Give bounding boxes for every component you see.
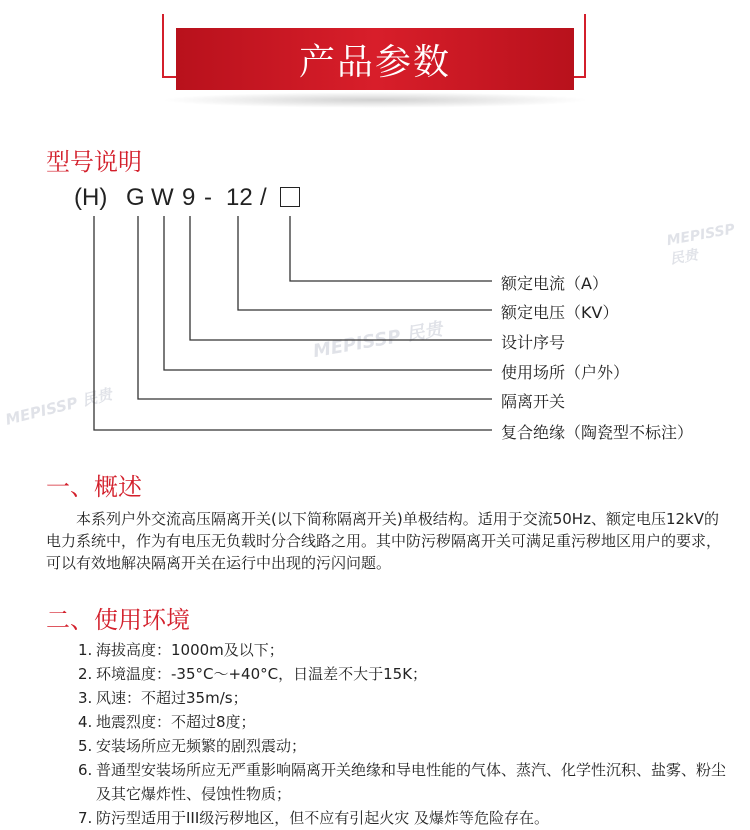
environment-list (78, 638, 738, 830)
list-item-text: 海拔高度：1000m及以下； (96, 641, 284, 659)
model-code-dash: - (204, 184, 212, 211)
list-item-number: 2. (78, 665, 93, 683)
list-item (78, 710, 738, 734)
model-heading: 型号说明 (46, 148, 142, 176)
list-item (78, 734, 738, 758)
line-design (190, 216, 492, 340)
list-item-text: 风速：不超过35m/s； (96, 689, 248, 707)
desc-design-number: 设计序号 (501, 333, 566, 352)
desc-insulation: 复合绝缘（陶瓷型不标注） (501, 423, 694, 442)
overview-text: 本系列户外交流高压隔离开关(以下简称隔离开关)单极结构。适用于交流50Hz、额定电压12kV的电力系统中，作为有电压无负载时分合线路之用。其中防污秽隔离开关可满足重污秽地区用户的要求，可以有效地解决隔离开关在运行中出现的污闪问题。 (46, 510, 722, 572)
list-item-text: 安装场所应无频繁的剧烈震动； (96, 737, 307, 755)
list-item-number: 4. (78, 713, 93, 731)
model-code-slash: / (260, 184, 267, 211)
desc-rated-voltage: 额定电压（KV） (501, 303, 619, 322)
list-item (78, 806, 738, 830)
model-code-12: 12 (226, 184, 253, 211)
list-item (78, 662, 738, 686)
list-item (78, 638, 738, 662)
list-item (78, 758, 738, 806)
list-item-text: 防污型适用于III级污秽地区，但不应有引起火灾 及爆炸等危险存在。 (96, 809, 550, 827)
model-code-w: W (151, 184, 174, 211)
list-item-number: 1. (78, 641, 93, 659)
list-item-number: 5. (78, 737, 93, 755)
list-item-text: 地震烈度：不超过8度； (96, 713, 256, 731)
environment-heading: 二、使用环境 (46, 606, 190, 634)
model-code-h: (H) (74, 184, 108, 211)
watermark-logo: MEPISSP 民贵 (311, 318, 444, 363)
overview-heading: 一、概述 (46, 473, 142, 501)
line-current (290, 216, 492, 281)
watermark-logo: MEPISSP 民贵 (3, 385, 114, 429)
banner-title: 产品参数 (176, 28, 574, 90)
desc-location: 使用场所（户外） (501, 363, 630, 382)
list-item (78, 686, 738, 710)
desc-isolator: 隔离开关 (501, 392, 566, 411)
model-code-9: 9 (182, 184, 196, 211)
list-item-number: 3. (78, 689, 93, 707)
line-location (164, 216, 492, 370)
model-code-g: G (126, 184, 145, 211)
list-item-number: 6. (78, 761, 93, 779)
list-item-text: 环境温度：-35°C～+40°C，日温差不大于15K； (96, 665, 428, 683)
line-voltage (238, 216, 492, 310)
line-insulation (94, 216, 492, 430)
watermark-logo: MEPISSP 民贵 (665, 221, 737, 268)
line-isolator (138, 216, 492, 399)
list-item-text: 普通型安装场所应无严重影响隔离开关绝缘和导电性能的气体、蒸汽、化学性沉积、盐雾、粉尘及其它爆炸性、侵蚀性物质； (96, 761, 727, 803)
list-item-number: 7. (78, 809, 93, 827)
desc-rated-current: 额定电流（A） (501, 274, 608, 293)
